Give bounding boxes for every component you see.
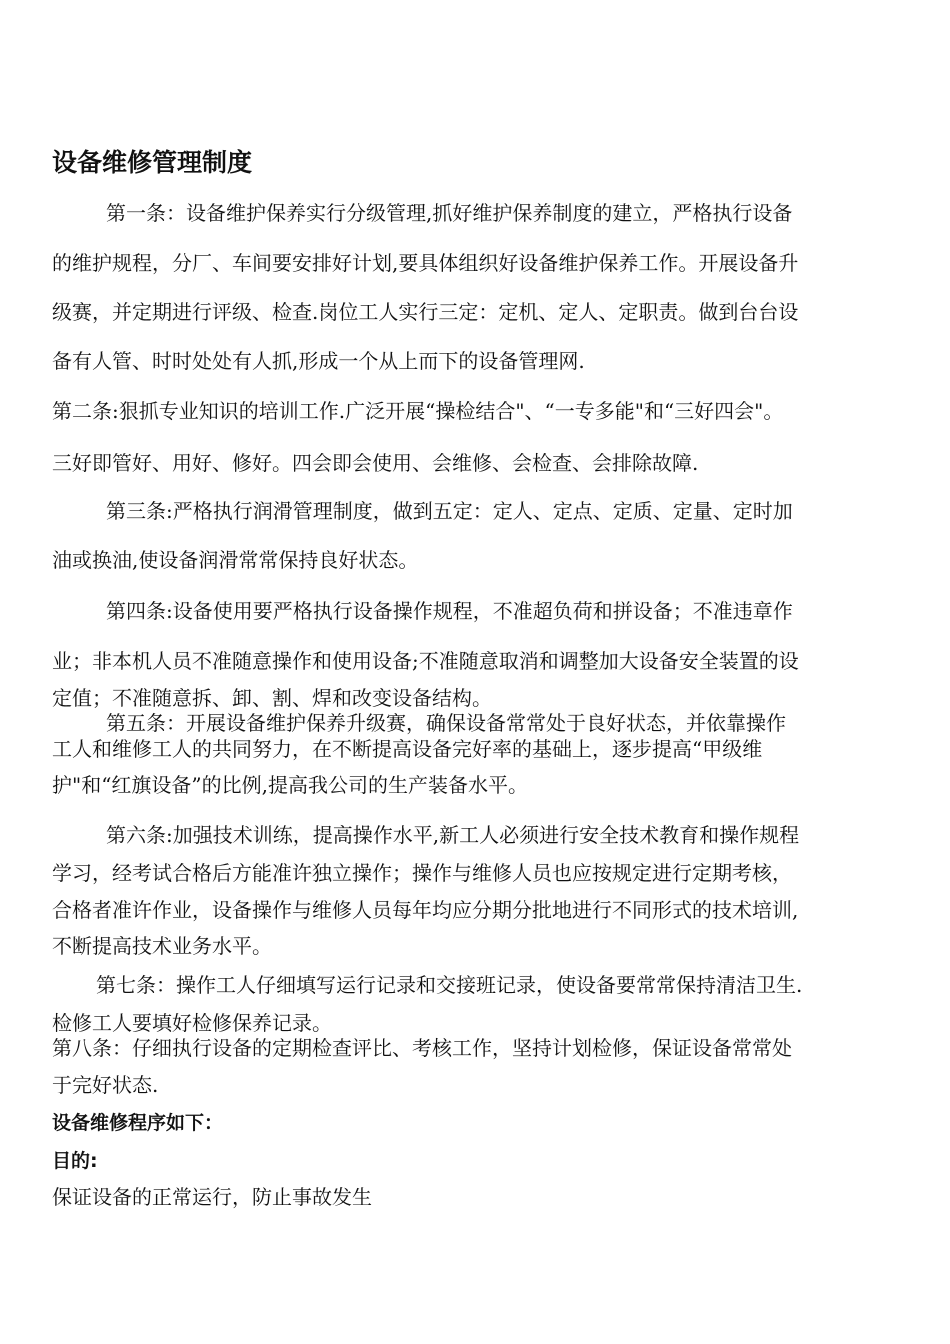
article-1-line-1: 第一条：设备维护保养实行分级管理,抓好维护保养制度的建立，严格执行设备 [106,201,793,225]
article-7-line-2: 检修工人要填好检修保养记录。 [52,1011,332,1035]
purpose-text: 保证设备的正常运行，防止事故发生 [52,1185,372,1209]
article-2-line-1: 第二条:狠抓专业知识的培训工作.广泛开展“操检结合"、“一专多能"和“三好四会"。 [52,399,784,423]
article-4-line-2: 业；非本机人员不准随意操作和使用设备;不准随意取消和调整加大设备安全装置的设 [52,649,799,673]
article-6-line-1: 第六条:加强技术训练，提高操作水平,新工人必须进行安全技术教育和操作规程 [106,823,800,847]
article-8-line-2: 于完好状态. [52,1073,159,1097]
article-6-line-4: 不断提高技术业务水平。 [52,934,272,958]
article-3-line-2: 油或换油,使设备润滑常常保持良好状态。 [52,548,419,572]
article-4-line-3: 定值；不准随意拆、卸、割、焊和改变设备结构。 [52,686,492,710]
article-6-line-2: 学习，经考试合格后方能准许独立操作；操作与维修人员也应按规定进行定期考核， [52,861,792,885]
article-5-line-1: 第五条：开展设备维护保养升级赛，确保设备常常处于良好状态，并依靠操作 [106,711,786,735]
procedure-heading: 设备维修程序如下： [52,1112,224,1134]
article-5-line-2: 工人和维修工人的共同努力，在不断提高设备完好率的基础上，逐步提高“甲级维 [52,737,763,761]
article-1-line-4: 备有人管、时时处处有人抓,形成一个从上而下的设备管理网. [52,349,585,373]
article-8-line-1: 第八条：仔细执行设备的定期检查评比、考核工作，坚持计划检修，保证设备常常处 [52,1036,792,1060]
article-7-line-1: 第七条：操作工人仔细填写运行记录和交接班记录，使设备要常常保持清洁卫生. [96,973,803,997]
purpose-heading: 目的: [52,1150,98,1172]
article-2-line-2: 三好即管好、用好、修好。四会即会使用、会维修、会检查、会排除故障. [52,451,699,475]
article-1-line-2: 的维护规程，分厂、车间要安排好计划,要具体组织好设备维护保养工作。开展设备升 [52,251,799,275]
article-4-line-1: 第四条:设备使用要严格执行设备操作规程，不准超负荷和拼设备；不准违章作 [106,599,793,623]
article-5-line-3: 护"和“红旗设备”的比例,提高我公司的生产装备水平。 [52,773,529,797]
article-1-line-3: 级赛，并定期进行评级、检查.岗位工人实行三定：定机、定人、定职责。做到台台设 [52,300,799,324]
document-title: 设备维修管理制度 [52,148,253,177]
article-6-line-3: 合格者准许作业，设备操作与维修人员每年均应分期分批地进行不同形式的技术培训, [52,898,799,922]
article-3-line-1: 第三条:严格执行润滑管理制度，做到五定：定人、定点、定质、定量、定时加 [106,499,793,523]
